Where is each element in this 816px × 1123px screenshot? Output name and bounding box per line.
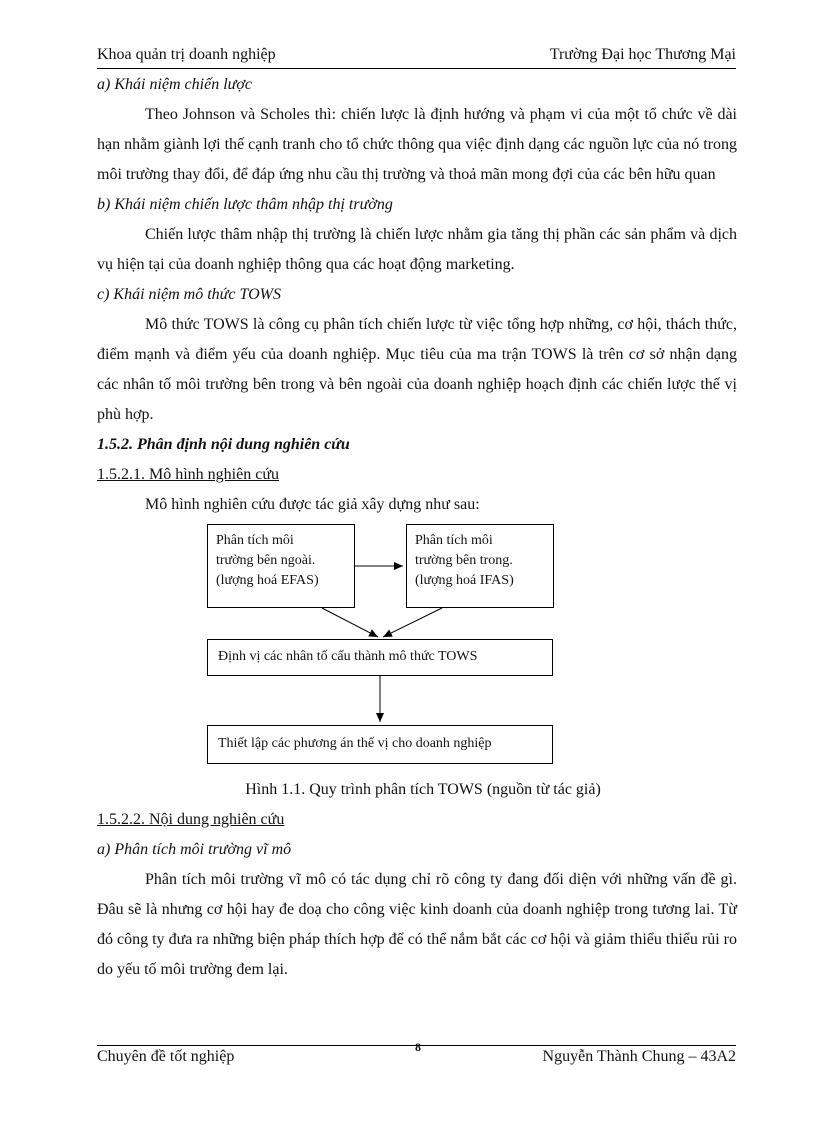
box-external-analysis	[207, 524, 355, 608]
subsection-heading-1-5-2-2: 1.5.2.2. Nội dung nghiên cứu	[97, 811, 285, 828]
box-external-line-2: trường bên ngoài.	[216, 553, 316, 568]
box-internal-line-2: trường bên trong.	[415, 553, 513, 568]
arrow-internal-to-tows	[383, 608, 442, 637]
figure-caption: Hình 1.1. Quy trình phân tích TOWS (nguồn từ tác giả)	[245, 781, 601, 798]
section-heading-1-5-2: 1.5.2. Phân định nội dung nghiên cứu	[97, 436, 350, 453]
paragraph-market-penetration: Chiến lược thâm nhập thị trường là chiến lược nhằm gia tăng thị phần các sản phẩm và dịch vụ hiện tại của doanh nghiệp thông qua các hoạt động marketing.	[97, 226, 737, 273]
header-faculty: Khoa quản trị doanh nghiệp	[97, 46, 276, 63]
tows-process-diagram	[97, 520, 737, 775]
heading-tows-concept: c) Khái niệm mô thức TOWS	[97, 286, 281, 303]
paragraph-macro-environment: Phân tích môi trường vĩ mô có tác dụng chỉ rõ công ty đang đối diện với những vấn đề gì. Đâu sẽ là nhưng cơ hội hay đe doạ cho công việc kinh doanh của doanh nghiệp trong tương lai. Từ đó công ty đưa ra những biện pháp thích hợp để có thể nắm bắt các cơ hội và giảm thiểu thiểu rủi ro do yếu tố môi trường đem lại.	[97, 871, 737, 978]
paragraph-tows-definition: Mô thức TOWS là công cụ phân tích chiến lược từ việc tổng hợp những, cơ hội, thách thức, điểm mạnh và điểm yếu của doanh nghiệp. Mục tiêu của ma trận TOWS là trên cơ sở nhận dạng các nhân tố môi trường bên trong và bên ngoài của doanh nghiệp hoạch định các chiến lược thế vị phù hợp.	[97, 316, 737, 423]
paragraph-model-intro: Mô hình nghiên cứu được tác giả xây dựng như sau:	[145, 496, 480, 513]
footer-author: Nguyễn Thành Chung – 43A2	[542, 1048, 736, 1065]
box-internal-line-3: (lượng hoá IFAS)	[415, 573, 514, 588]
footer-thesis-label: Chuyên đề tốt nghiệp	[97, 1048, 235, 1065]
box-internal-analysis	[406, 524, 554, 608]
header-university: Trường Đại học Thương Mại	[549, 46, 736, 63]
box-tows-positioning: Định vị các nhân tố cấu thành mô thức TOWS	[207, 639, 553, 676]
heading-market-penetration: b) Khái niệm chiến lược thâm nhập thị trường	[97, 196, 393, 213]
page-footer	[97, 1040, 736, 1074]
page-header	[97, 44, 736, 69]
arrow-external-to-tows	[322, 608, 378, 637]
heading-strategy-concept: a) Khái niệm chiến lược	[97, 76, 253, 93]
box-external-line-1: Phân tích môi	[216, 533, 294, 548]
paragraph-strategy-definition: Theo Johnson và Scholes thì: chiến lược là định hướng và phạm vi của một tổ chức về dài hạn nhằm giành lợi thế cạnh tranh cho tổ chức thông qua việc định dạng các nguồn lực của nó trong môi trường thay đổi, để đáp ứng nhu cầu thị trường và thoả mãn mong đợi của các bên hữu quan	[97, 106, 737, 183]
page-content	[97, 70, 737, 985]
page-number: 8	[415, 1040, 421, 1054]
box-strategy-options: Thiết lập các phương án thế vị cho doanh nghiệp	[207, 725, 553, 764]
box-internal-line-1: Phân tích môi	[415, 533, 493, 548]
box-external-line-3: (lượng hoá EFAS)	[216, 573, 319, 588]
heading-macro-environment: a) Phân tích môi trường vĩ mô	[97, 841, 292, 858]
subsection-heading-1-5-2-1: 1.5.2.1. Mô hình nghiên cứu	[97, 466, 279, 483]
